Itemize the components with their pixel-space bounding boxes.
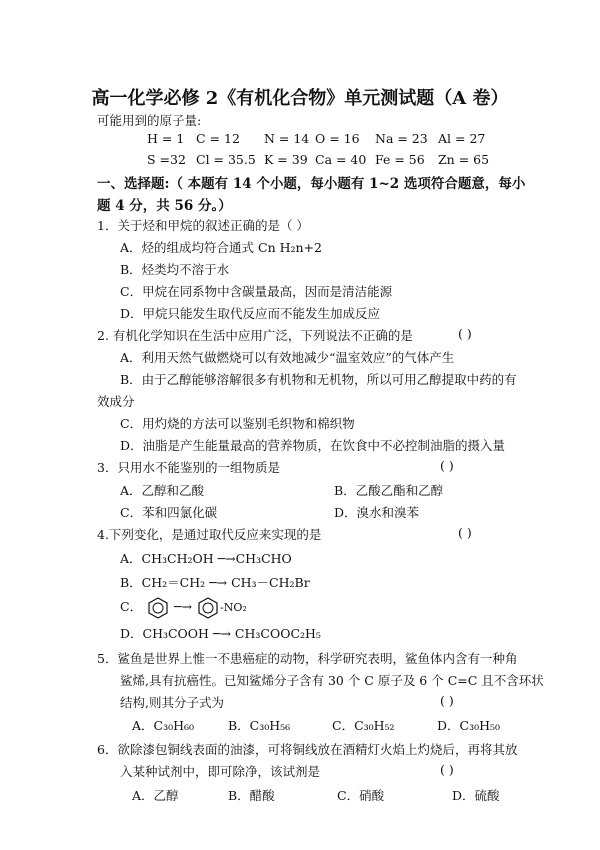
question-stem: 2. 有机化学知识在生活中应用广泛，下列说法不正确的是 — [97, 328, 413, 343]
atomic-mass-na: Na = 23 — [375, 131, 428, 146]
section-heading-line-1: 一、选择题:（ 本题有 14 个小题，每小题有 1~2 选项符合题意，每小 — [97, 176, 526, 192]
option-c: C．苯和四氯化碳 — [120, 505, 218, 520]
atomic-mass-zn: Zn = 65 — [438, 152, 490, 167]
atomic-mass-label: 可能用到的原子量: — [97, 113, 202, 128]
atomic-mass-fe: Fe = 56 — [375, 152, 425, 167]
atomic-mass-ca: Ca = 40 — [315, 152, 367, 167]
option-b: B．乙酸乙酯和乙醇 — [334, 483, 444, 498]
option-c: C．C₃₀H₅₂ — [332, 718, 395, 733]
question-stem: 4.下列变化，是通过取代反应来实现的是 — [97, 527, 322, 542]
nitro-group-label: -NO₂ — [220, 601, 247, 614]
question-stem-line-2: 入某种试剂中，即可除净，该试剂是 — [120, 764, 321, 779]
atomic-mass-n: N = 14 — [264, 131, 310, 146]
option-d: D．CH₃COOH ─→ CH₃COOC₂H₅ — [120, 626, 321, 641]
option-b: B．醋酸 — [228, 788, 275, 803]
option-c: C．甲烷在同系物中含碳量最高，因而是清洁能源 — [120, 284, 393, 299]
option-d: D．硫酸 — [452, 788, 500, 803]
atomic-mass-c: C = 12 — [196, 131, 240, 146]
option-c — [120, 593, 247, 621]
question-stem-line-1: 5．鲨鱼是世界上惟一不患癌症的动物，科学研究表明，鲨鱼体内含有一种角 — [97, 651, 518, 666]
atomic-mass-al: Al = 27 — [438, 131, 486, 146]
option-d: D．油脂是产生能量最高的营养物质，在饮食中不必控制油脂的摄入量 — [120, 438, 506, 453]
atomic-mass-o: O = 16 — [315, 131, 360, 146]
atomic-mass-h: H = 1 — [147, 131, 185, 146]
answer-parenthesis: ( ) — [440, 693, 454, 708]
benzene-ring-icon — [146, 596, 170, 620]
question-stem-line-3: 结构,则其分子式为 — [120, 695, 224, 710]
question-stem-line-2: 鲨烯,具有抗癌性。已知鲨烯分子含有 30 个 C 原子及 6 个 C=C 且不含环状 — [120, 673, 544, 688]
question-stem-line-1: 6．欲除漆包铜线表面的油漆，可将铜线放在酒精灯火焰上灼烧后，再将其放 — [97, 742, 518, 757]
option-a: A．利用天然气做燃烧可以有效地减少“温室效应”的气体产生 — [120, 350, 455, 365]
option-b-continued: 效成分 — [97, 394, 135, 409]
option-c: C．硝酸 — [337, 788, 385, 803]
option-b: B．C₃₀H₅₆ — [228, 718, 291, 733]
option-c: C．用灼烧的方法可以鉴别毛织物和棉织物 — [120, 416, 355, 431]
nitrobenzene-ring-icon — [196, 596, 220, 620]
answer-parenthesis: ( ) — [458, 525, 472, 540]
atomic-mass-s: S =32 — [147, 152, 186, 167]
reaction-arrow: ─→ — [174, 599, 193, 614]
page-title: 高一化学必修 2《有机化合物》单元测试题（A 卷） — [91, 88, 509, 109]
option-b: B．烃类均不溶于水 — [120, 262, 230, 277]
atomic-mass-k: K = 39 — [264, 152, 308, 167]
option-a: A．乙醇 — [132, 788, 179, 803]
option-d: D．甲烷只能发生取代反应而不能发生加成反应 — [120, 306, 381, 321]
option-b: B．CH₂＝CH₂ ─→ CH₃－CH₂Br — [120, 575, 310, 590]
option-d: D．C₃₀H₅₀ — [437, 718, 501, 733]
question-stem: 3．只用水不能鉴别的一组物质是 — [97, 460, 280, 475]
option-c-label: C． — [120, 599, 143, 614]
section-heading-line-2: 题 4 分，共 56 分。） — [97, 198, 232, 214]
option-b: B．由于乙醇能够溶解很多有机物和无机物，所以可用乙醇提取中药的有 — [120, 372, 517, 387]
answer-parenthesis: ( ) — [440, 762, 454, 777]
question-stem: 1．关于烃和甲烷的叙述正确的是（ ） — [97, 218, 309, 233]
answer-parenthesis: ( ) — [440, 458, 454, 473]
option-a: A．烃的组成均符合通式 Cn H₂n+2 — [120, 240, 322, 255]
option-a: A．乙醇和乙酸 — [120, 483, 205, 498]
option-a: A．C₃₀H₆₀ — [132, 718, 195, 733]
option-d: D．溴水和溴苯 — [334, 505, 420, 520]
answer-parenthesis: ( ) — [458, 326, 472, 341]
option-a: A．CH₃CH₂OH ─→CH₃CHO — [120, 551, 292, 566]
atomic-mass-cl: Cl = 35.5 — [196, 152, 256, 167]
